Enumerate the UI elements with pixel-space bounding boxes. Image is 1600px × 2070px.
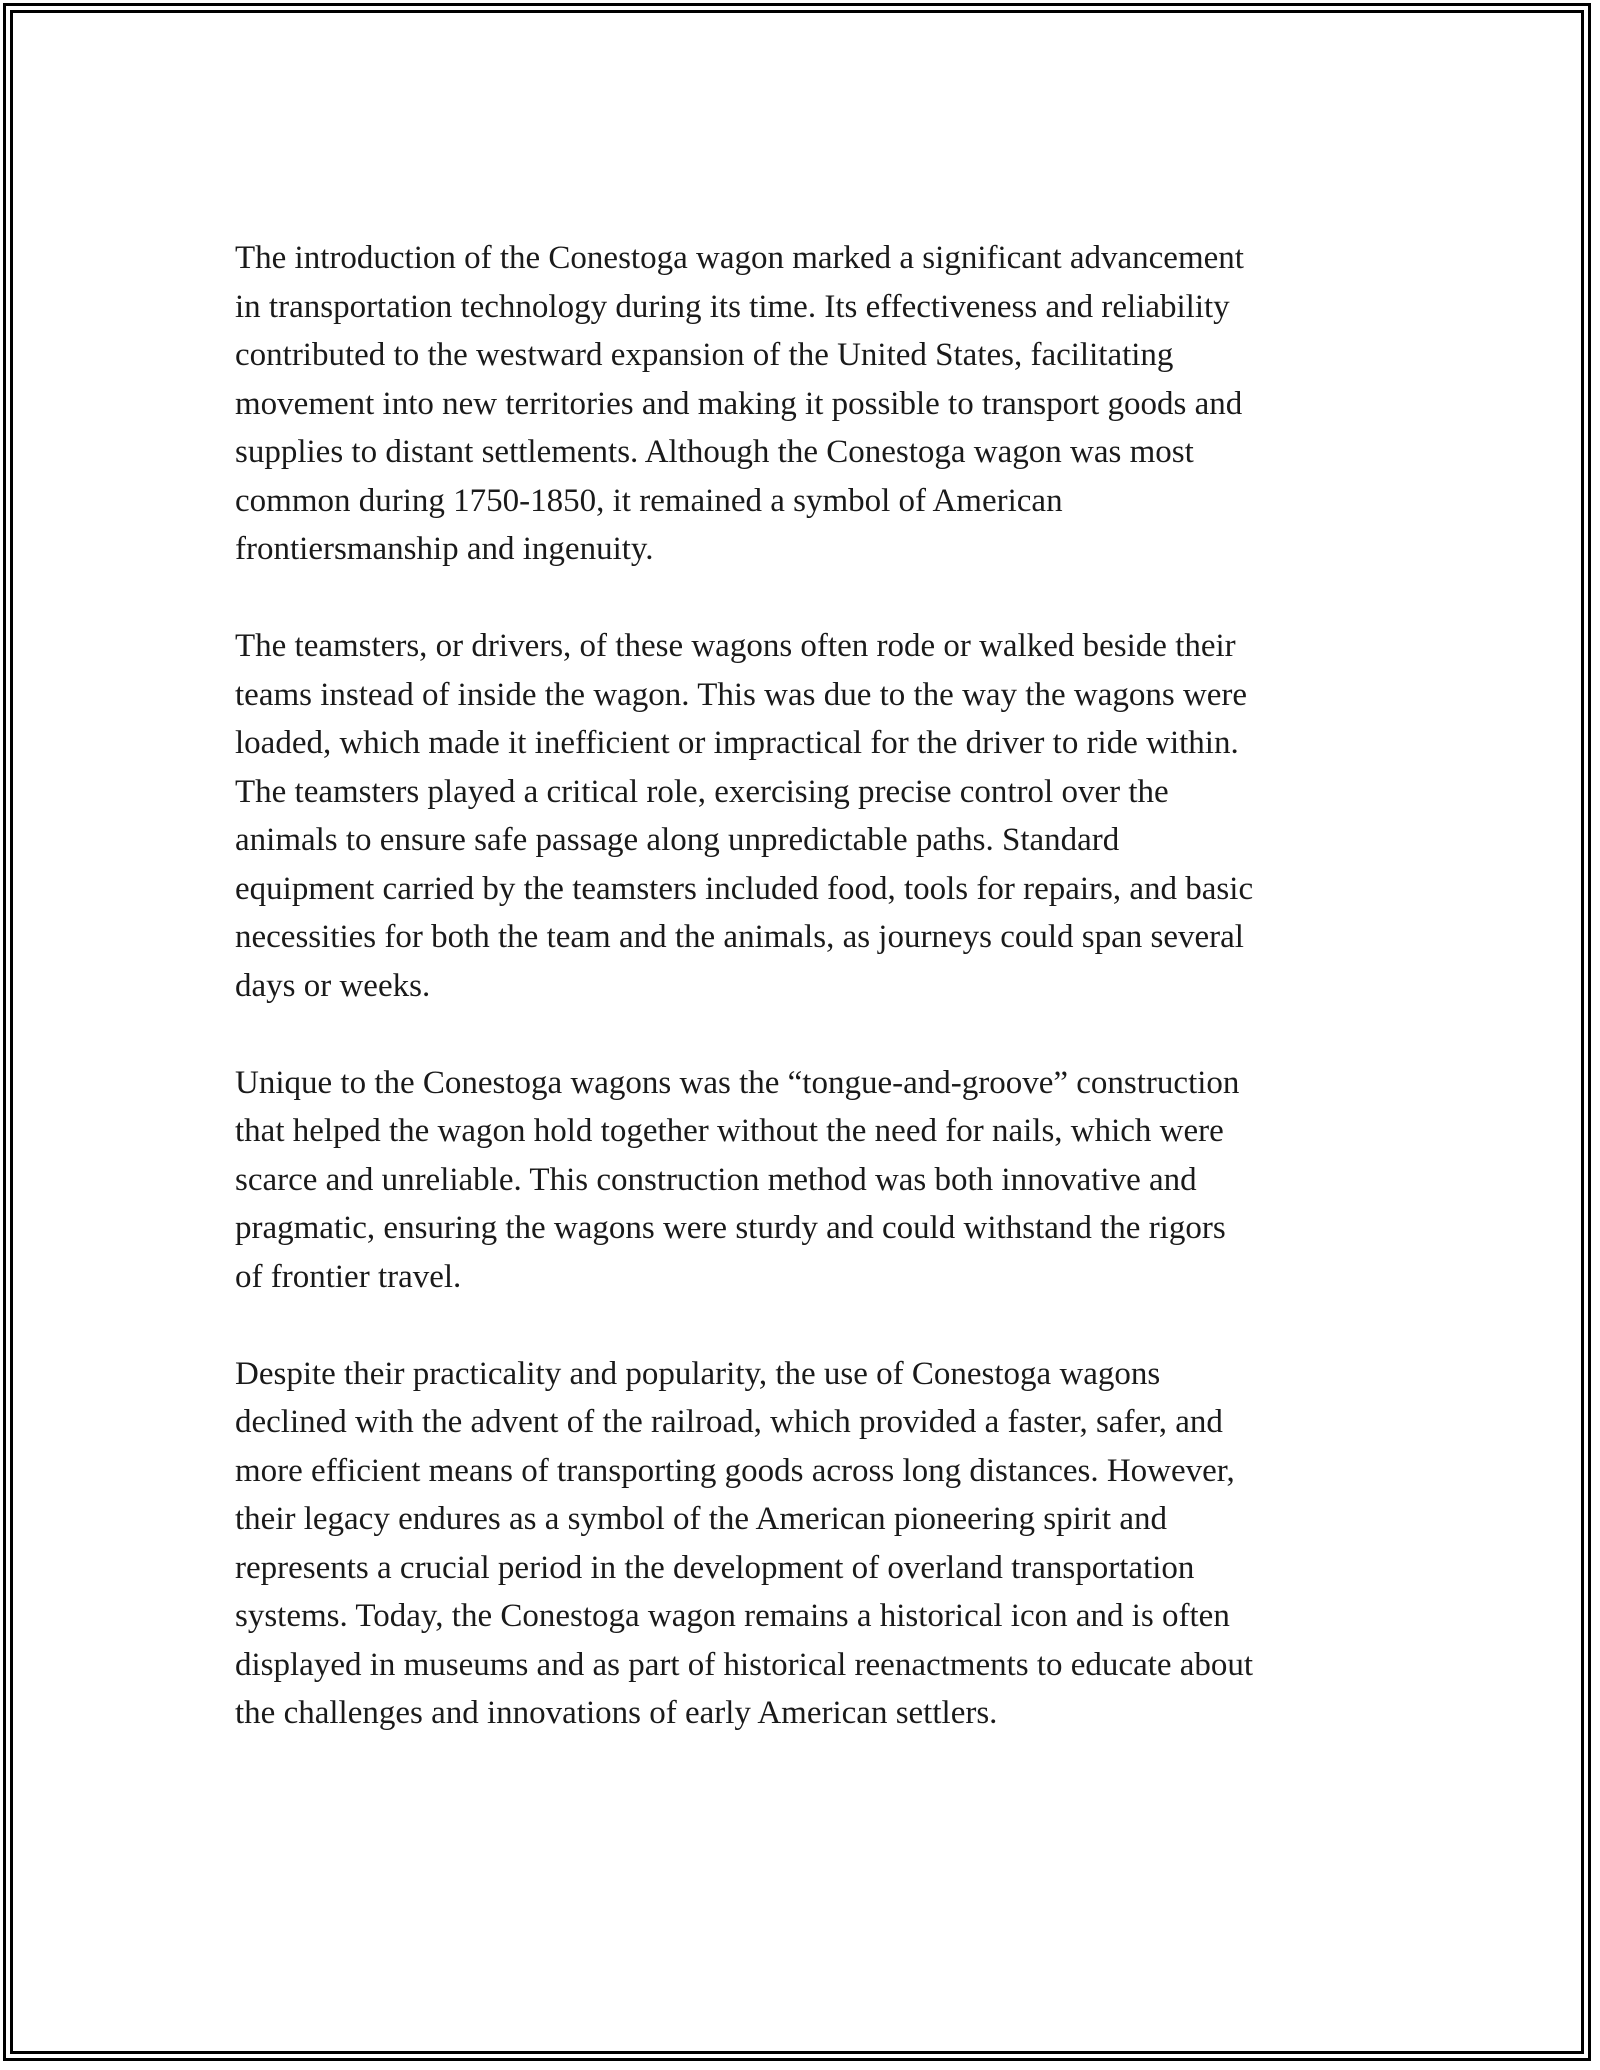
- paragraph-decline: Despite their practicality and popularity, the use of Conestoga wagons declined with the advent of the railroad, which provided a faster, safer, and more efficient means of transporting goods across long distances. However, their legacy endures as a symbol of the American pioneering spirit and represents a crucial period in the development of overland transportation systems. Today, the Conestoga wagon remains a historical icon and is often displayed in museums and as part of historical reenactments to educate about the challenges and innovations of early American settlers.: [235, 1355, 1254, 1731]
- paragraph-construction: Unique to the Conestoga wagons was the “tongue-and-groove” construction that helped the wagon hold together without the need for nails, which were scarce and unreliable. This construction method was both innovative and pragmatic, ensuring the wagons were sturdy and could withstand the rigors of frontier travel.: [235, 1064, 1240, 1295]
- document-body: [235, 234, 1385, 1786]
- paragraph-teamsters: The teamsters, or drivers, of these wagons often rode or walked beside their teams instead of inside the wagon. This was due to the way the wagons were loaded, which made it inefficient or impractical for the driver to ride within. The teamsters played a critical role, exercising precise control over the animals to ensure safe passage along unpredictable paths. Standard equipment carried by the teamsters included food, tools for repairs, and basic necessities for both the team and the animals, as journeys could span several days or weeks.: [235, 628, 1254, 1004]
- paragraph-introduction: The introduction of the Conestoga wagon marked a significant advancement in transportation technology during its time. Its effectiveness and reliability contributed to the westward expansion of the United States, facilitating movement into new territories and making it possible to transport goods and supplies to distant settlements. Although the Conestoga wagon was most common during 1750-1850, it remained a symbol of American frontiersmanship and ingenuity.: [235, 240, 1244, 567]
